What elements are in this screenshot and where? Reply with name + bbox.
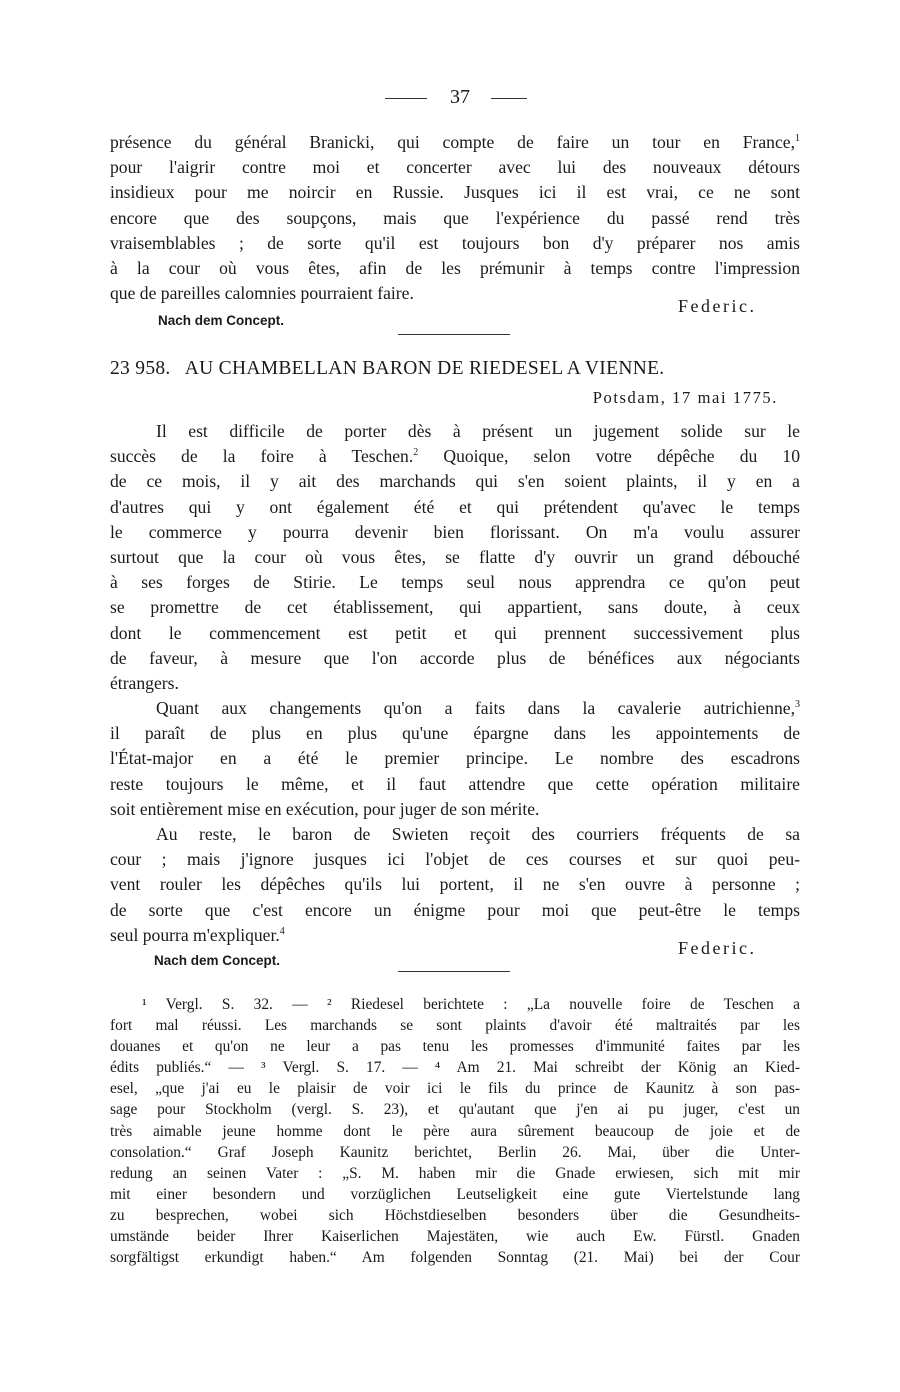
footnote-mark: 2 [413, 447, 419, 459]
text-line: d'autres qui y ont également été et qui prétendent qu'avec le temps [110, 496, 800, 517]
footnote-line: sage pour Stockholm (vergl. S. 23), et qu'autant que j'en ai pu juger, c'est un [110, 1101, 800, 1119]
text-line: l'État-major en a été le premier principe. Le nombre des escadrons [110, 748, 800, 769]
text-line: cour ; mais j'ignore jusques ici l'objet de ces courses et sur quoi peu- [110, 849, 800, 870]
text-line: se promettre de cet établissement, qui appartient, sans doute, à ceux [110, 597, 800, 618]
letter-title: AU CHAMBELLAN BARON DE RIEDESEL A VIENNE. [184, 358, 665, 379]
text-line: seul pourra m'expliquer.$^4$ [110, 924, 285, 945]
footnote-mark: 1 [795, 133, 800, 145]
letter-heading [110, 358, 800, 380]
paragraph-2 [110, 696, 800, 822]
source-note: Nach dem Concept. [158, 313, 285, 328]
footnote-line: esel, „que j'ai eu le plaisir de voir ici le fils du prince de Kaunitz à son pas- [110, 1080, 800, 1098]
signature: Federic. [678, 938, 757, 958]
text-line: Au reste, le baron de Swieten reçoit des courriers fréquents de sa [156, 824, 800, 844]
text-line: que de pareilles calomnies pourraient faire. [110, 283, 414, 304]
text-line: encore que des soupçons, mais que l'expérience du passé rend très [110, 207, 800, 228]
header-rule-left [385, 98, 427, 99]
text-line: à ses forges de Stirie. Le temps seul nous apprendra ce qu'on peut [110, 572, 800, 593]
text-line: il paraît de plus en plus qu'une épargne dans les appointements de [110, 723, 800, 744]
text-line: de sorte que c'est encore un énigme pour moi que peut-être le temps [110, 899, 800, 920]
footnote-line: ¹ Vergl. S. 32. — ² Riedesel berichtete : „La nouvelle foire de Teschen a [142, 996, 800, 1013]
footnote-line: douanes et qu'on ne leur a pas tenu les promesses d'immunité faites par les [110, 1038, 800, 1056]
text-line: pour l'aigrir contre moi et concerter avec lui des nouveaux détours [110, 157, 800, 178]
text-line: reste toujours le même, et il faut attendre que cette opération militaire [110, 773, 800, 794]
text-line: surtout que la cour où vous êtes, se flatte d'y ouvrir un grand débouché [110, 546, 800, 567]
page-header [110, 86, 800, 116]
source-note: Nach dem Concept. [154, 953, 281, 968]
text-line: vent rouler les dépêches qu'ils lui portent, il ne s'en ouvre à personne ; [110, 874, 800, 895]
text-line: à la cour où vous êtes, afin de les prémunir à temps contre l'impression [110, 257, 800, 278]
text-line: vraisemblables ; de sorte qu'il est toujours bon d'y préparer nos amis [110, 232, 800, 253]
text-line: dont le commencement est petit et qui prennent successivement plus [110, 622, 800, 643]
footnote-line: umstände beider Ihrer Kaiserlichen Majestäten, wie auch Ew. Fürstl. Gnaden [110, 1228, 800, 1246]
letter-dateline: Potsdam, 17 mai 1775. [592, 388, 778, 407]
paragraph-3 [110, 822, 800, 948]
text-line: soit entièrement mise en exécution, pour juger de son mérite. [110, 798, 540, 819]
text-line: de ce mois, il y ait des marchands qui s'en soient plaints, il y en a [110, 471, 800, 492]
signature: Federic. [678, 296, 757, 316]
footnote-mark: 4 [279, 925, 285, 937]
footnotes [110, 994, 800, 1268]
page-number: 37 [450, 86, 470, 108]
footnote-line: édits publiés.“ — ³ Vergl. S. 17. — ⁴ Am 21. Mai schreibt der König an Kied- [110, 1059, 800, 1077]
text-line: succès de la foire à Teschen.$^2$ Quoique, selon votre dépêche du 10 [110, 446, 800, 467]
footnote-line: fort mal réussi. Les marchands se sont plaints d'avoir été maltraités par les [110, 1017, 800, 1035]
paragraph-1 [110, 419, 800, 696]
text-line: le commerce y pourra devenir bien florissant. On m'a voulu assurer [110, 521, 800, 542]
header-rule-right [491, 98, 527, 99]
text-line: de faveur, à mesure que l'on accorde plus de bénéfices aux négociants [110, 647, 800, 668]
text-line: insidieux pour me noircir en Russie. Jusques ici il est vrai, ce ne sont [110, 182, 800, 203]
footnote-line: sorgfältigst erkundigt haben.“ Am folgenden Sonntag (21. Mai) bei der Cour [110, 1249, 800, 1267]
text-line: présence du général Branicki, qui compte de faire un tour en France,$^1$ [110, 132, 800, 152]
document-page [110, 0, 800, 1392]
footnote-mark: 3 [795, 699, 800, 711]
text-line: Quant aux changements qu'on a faits dans la cavalerie autrichienne,$^3$ [156, 698, 800, 718]
section-separator [398, 334, 510, 335]
footnote-line: zu besprechen, wobei sich Höchstdieselben besonders über die Gesundheits- [110, 1206, 800, 1224]
text-line: Il est difficile de porter dès à présent un jugement solide sur le [156, 421, 800, 441]
letter-number: 23 958. [110, 358, 171, 379]
section-separator [398, 971, 510, 972]
footnote-line: très aimable jeune homme dont le père aura sûrement beaucoup de joie et de [110, 1122, 800, 1140]
text-line: étrangers. [110, 672, 179, 693]
footnote-line: redung an seinen Vater : „S. M. haben mir die Gnade erwiesen, sich mit mir [110, 1164, 800, 1182]
previous-letter-closing [110, 130, 800, 306]
footnote-line: mit einer besondern und vorzüglichen Leutseligkeit eine gute Viertelstunde lang [110, 1185, 800, 1203]
footnote-line: consolation.“ Graf Joseph Kaunitz berichtet, Berlin 26. Mai, über die Unter- [110, 1143, 800, 1161]
